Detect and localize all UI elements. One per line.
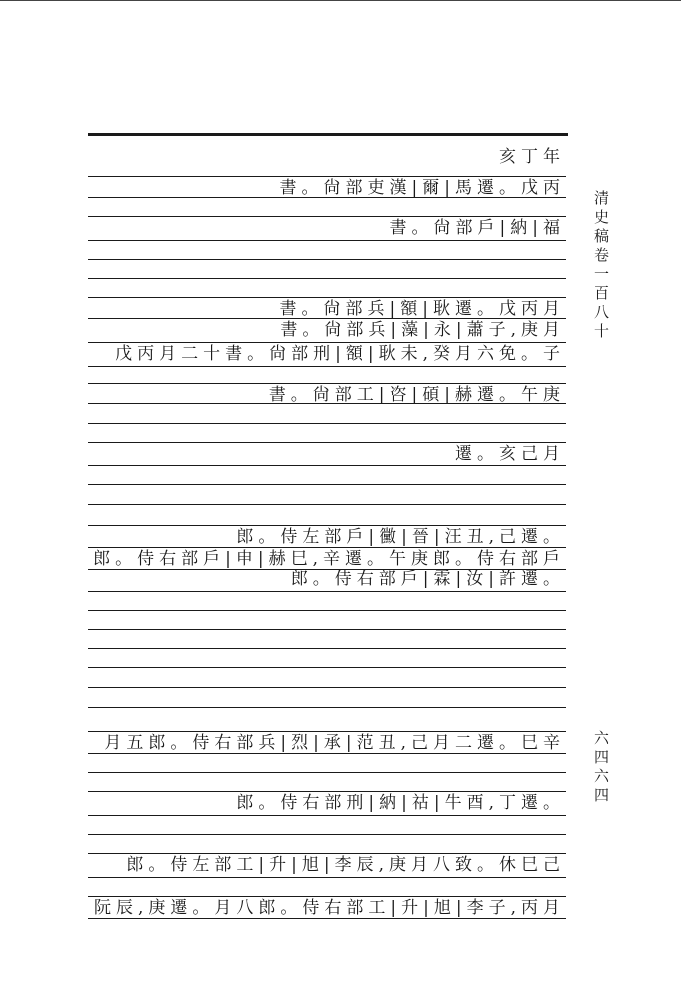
page-number: 六四六四 (592, 730, 610, 806)
table-rule (88, 877, 566, 878)
table-rule (88, 648, 566, 649)
table-rule (88, 278, 566, 279)
table-rule (88, 629, 566, 630)
table-rule (88, 366, 566, 367)
table-row: 阮辰,庚遷。月八郎。侍右部工|升|旭|李子,丙月 (94, 898, 565, 918)
page-top-edge (0, 0, 681, 1)
table-row: 書。尙部工|咨|碩|赫遷。午庚 (268, 385, 565, 405)
table-rule (88, 815, 566, 816)
table-row: 書。尙部兵|藻|永|蕭子,庚月 (280, 320, 565, 340)
table-rule (88, 423, 566, 424)
table-row: 書。尙部吏漢|爾|馬遷。戊丙 (279, 178, 565, 198)
table-rule (88, 259, 566, 260)
table-rule (88, 834, 566, 835)
table-top-border (88, 133, 568, 136)
table-row: 亥丁年 (499, 147, 565, 167)
table-rule (88, 610, 566, 611)
table-rule (88, 687, 566, 688)
table-rule (88, 591, 566, 592)
table-rule (88, 707, 566, 708)
table-rule (88, 240, 566, 241)
table-row: 郎。侍右部戶|霖|汝|許遷。 (290, 569, 565, 589)
table-row: 遷。亥己月 (455, 444, 565, 464)
table-rule (88, 667, 566, 668)
book-title: 清史稿卷一百八十 (592, 190, 610, 342)
table-row: 月五郎。侍右部兵|烈|承|范丑,己月二遷。巳辛 (104, 733, 565, 753)
table-row: 郎。侍左部工|升|旭|李辰,庚月八致。休巳己 (126, 855, 565, 875)
table-row: 書。尙部兵|額|耿遷。戊丙月 (279, 299, 565, 319)
table-row: 郎。侍左部戶|黴|晉|汪丑,己遷。 (236, 527, 565, 547)
table-rule (88, 772, 566, 773)
table-rule (88, 484, 566, 485)
table-row: 郎。侍右部戶|申|赫巳,辛遷。午庚郎。侍右部戶 (93, 549, 565, 569)
table-row: 戊丙月二十書。尙部刑|額|耿未,癸月六免。子 (115, 344, 565, 364)
table-rule (88, 504, 566, 505)
table-row: 郎。侍右部刑|納|祜|牛酉,丁遷。 (236, 793, 565, 813)
table-row: 書。尙部戶|納|福 (389, 218, 565, 238)
